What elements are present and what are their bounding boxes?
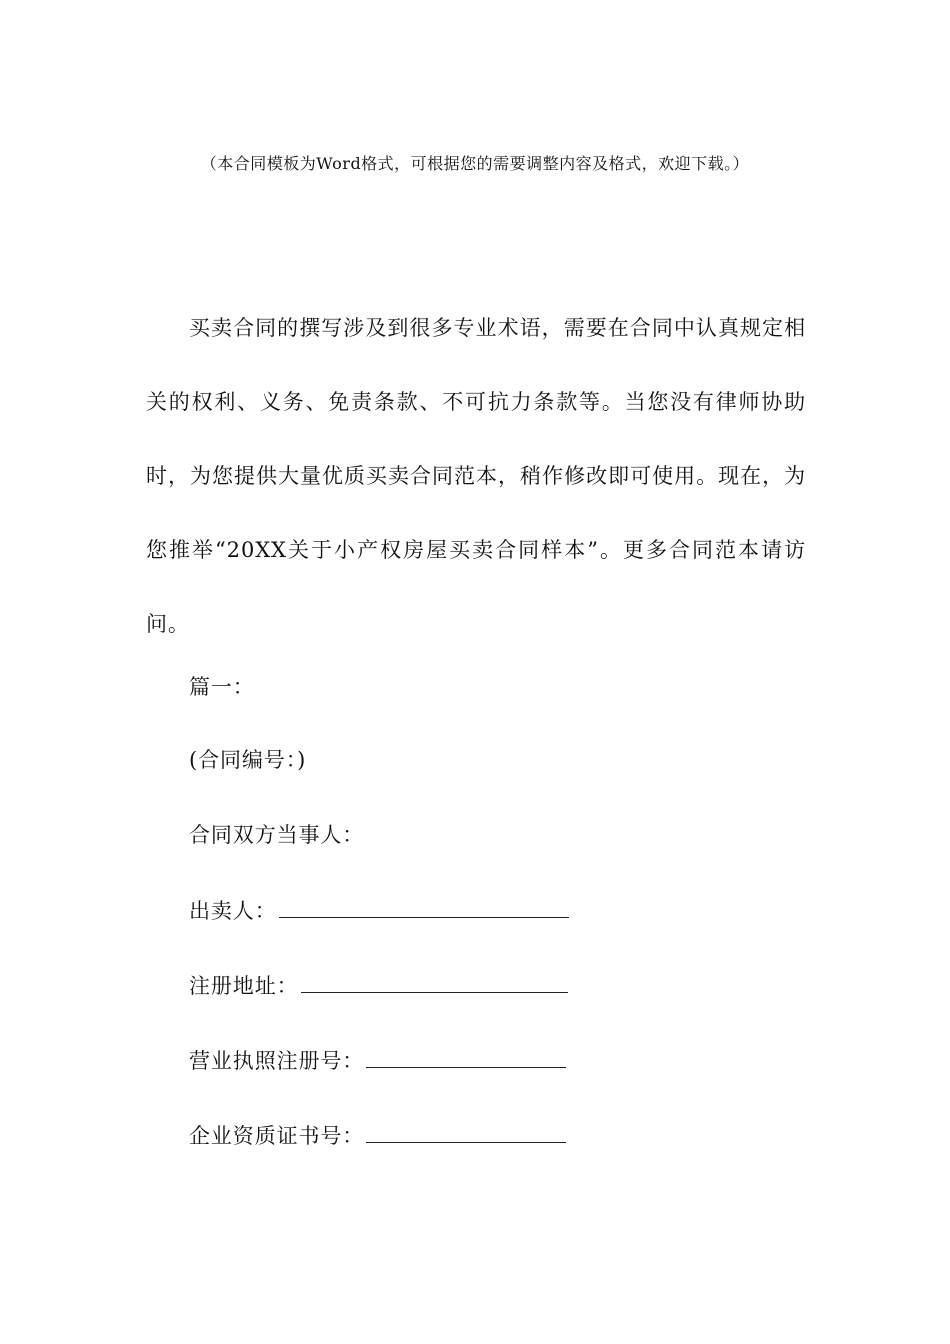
section-title: 篇一： <box>189 675 255 699</box>
qualification-number-blank-line <box>366 1120 566 1143</box>
qualification-number-label: 企业资质证书号： <box>189 1124 365 1148</box>
license-number-label: 营业执照注册号： <box>189 1049 365 1073</box>
license-number-field <box>189 1041 566 1081</box>
seller-label: 出卖人： <box>189 899 277 923</box>
qualification-number-field <box>189 1116 566 1156</box>
registered-address-label: 注册地址： <box>189 974 299 998</box>
template-note: （本合同模板为Word格式，可根据您的需要调整内容及格式，欢迎下载。） <box>200 154 750 173</box>
registered-address-field <box>189 966 568 1006</box>
seller-blank-line <box>279 895 569 918</box>
seller-field <box>189 891 569 931</box>
contract-number: (合同编号：) <box>189 748 307 772</box>
parties-heading: 合同双方当事人： <box>189 823 365 847</box>
license-number-blank-line <box>366 1045 566 1068</box>
registered-address-blank-line <box>301 970 568 993</box>
intro-paragraph: 买卖合同的撰写涉及到很多专业术语，需要在合同中认真规定相关的权利、义务、免责条款、不可抗力条款等。当您没有律师协助时，为您提供大量优质买卖合同范本，稍作修改即可使用。现在，为您推举“20XX关于小产权房屋买卖合同样本”。更多合同范本请访问。 <box>146 316 806 636</box>
